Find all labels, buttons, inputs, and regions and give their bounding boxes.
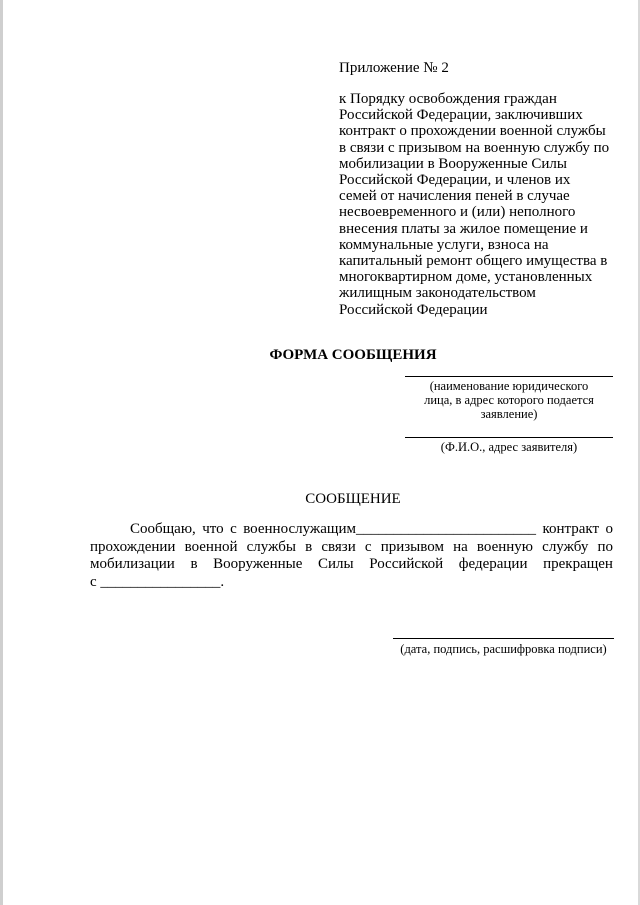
message-word: Сообщаю,: [130, 521, 196, 537]
message-word: по: [597, 538, 613, 555]
appendix-line: капитальный ремонт общего имущества в: [339, 253, 608, 270]
message-word: в: [305, 538, 313, 555]
applicant-block: [405, 437, 613, 454]
message-word: контракт: [542, 521, 600, 537]
message-word: Силы: [318, 556, 354, 572]
message-word: военную: [476, 538, 534, 555]
appendix-line: несвоевременного и (или) неполного: [339, 204, 576, 221]
recipient-block: [405, 376, 613, 421]
recipient-caption-line: (наименование юридического: [429, 379, 589, 393]
appendix-line: Российской Федерации, и членов их: [339, 172, 571, 189]
signature-line: [393, 638, 614, 639]
applicant-line: [405, 437, 613, 438]
recipient-caption-line: заявление): [480, 407, 538, 421]
message-word: военнослужащим________________________: [243, 521, 536, 537]
applicant-caption-text: (Ф.И.О., адрес заявителя): [440, 440, 578, 454]
message-word: военной: [184, 538, 238, 555]
message-line-4: [90, 574, 613, 592]
message-word: Российской: [369, 556, 444, 572]
signature-caption: (дата, подпись, расшифровка подписи): [400, 642, 607, 656]
appendix-line: жилищным законодательством: [339, 285, 536, 302]
appendix-text: [339, 91, 609, 318]
message-word: службы: [246, 538, 296, 555]
message-word: в: [190, 556, 198, 572]
appendix-line: Российской Федерации: [339, 301, 488, 318]
message-word: мобилизации: [90, 556, 175, 572]
message-end-line: с ________________.: [90, 573, 225, 590]
page-left-edge: [0, 0, 3, 905]
appendix-line: коммунальные услуги, взноса на: [339, 236, 549, 253]
form-heading: ФОРМА СООБЩЕНИЯ: [269, 347, 437, 363]
appendix-line: многоквартирном доме, установленных: [339, 269, 593, 286]
signature-block: [393, 638, 614, 656]
message-line-3: [90, 556, 613, 574]
message-word: связи: [321, 538, 356, 555]
message-word: о: [605, 521, 613, 537]
message-word: с: [230, 521, 237, 537]
appendix-line: внесения платы за жилое помещение и: [339, 220, 588, 237]
recipient-caption: [405, 379, 613, 421]
message-word: службу: [542, 538, 589, 555]
message-line-1: [90, 521, 613, 539]
message-body: [90, 521, 613, 591]
appendix-line: к Порядку освобождения граждан: [339, 91, 557, 107]
message-word: прекращен: [543, 556, 613, 572]
message-word: призывом: [380, 538, 444, 555]
recipient-caption-line: лица, в адрес которого подается: [424, 393, 594, 407]
appendix-line: мобилизации в Вооруженные Силы: [339, 155, 567, 172]
message-title: СООБЩЕНИЕ: [305, 491, 401, 507]
message-word: Вооруженные: [213, 556, 303, 572]
appendix-line: в связи с призывом на военную службу по: [339, 139, 610, 156]
appendix-line: Российской Федерации, заключивших: [339, 107, 583, 124]
appendix-line: контракт о прохождении военной службы: [339, 123, 606, 140]
message-word: с: [364, 538, 372, 555]
recipient-line: [405, 376, 613, 377]
message-word: на: [453, 538, 468, 555]
message-word: что: [202, 521, 224, 537]
message-word: федерации: [458, 556, 528, 572]
message-line-2: [90, 539, 613, 557]
message-word: прохождении: [90, 538, 176, 555]
applicant-caption: [405, 440, 613, 454]
appendix-line: семей от начисления пеней в случае: [339, 188, 570, 205]
appendix-title: Приложение № 2: [339, 60, 449, 76]
